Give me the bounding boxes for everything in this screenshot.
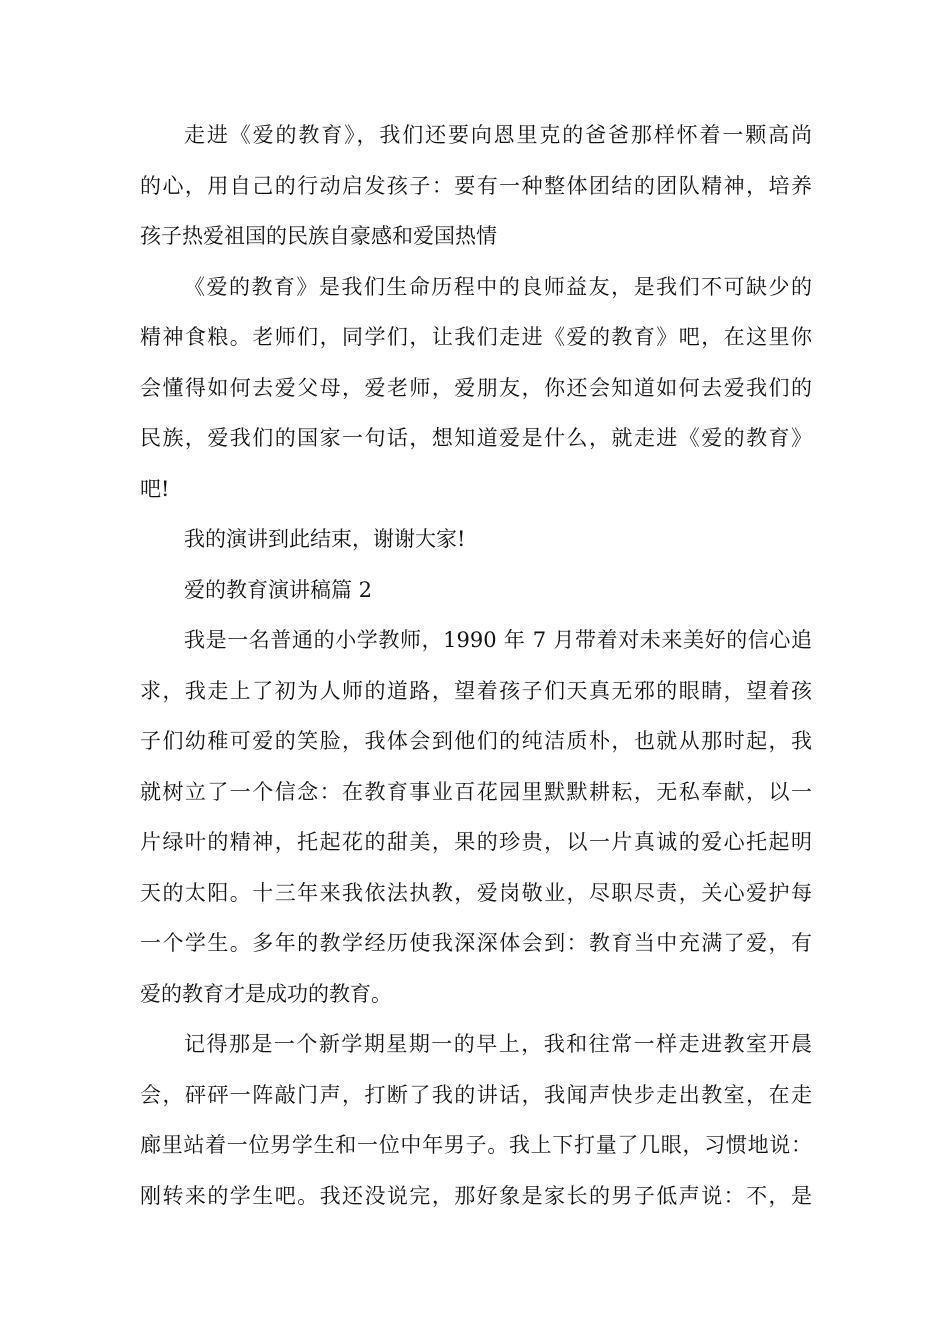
paragraph-1 <box>140 110 812 262</box>
paragraph-line: 孩子热爱祖国的民族自豪感和爱国热情 <box>140 224 497 248</box>
section-heading <box>140 565 812 616</box>
paragraph-line: 民族，爱我们的国家一句话，想知道爱是什么，就走进《爱的教育》 <box>140 426 812 450</box>
paragraph-line: 精神食粮。老师们，同学们，让我们走进《爱的教育》吧，在这里你 <box>140 325 812 349</box>
paragraph-line: 会懂得如何去爱父母，爱老师，爱朋友，你还会知道如何去爱我们的 <box>140 375 812 400</box>
paragraph-line: 记得那是一个新学期星期一的早上，我和往常一样走进教室开晨 <box>184 1032 812 1056</box>
paragraph-line: 爱的教育才是成功的教育。 <box>140 981 392 1006</box>
paragraph-line: 我的演讲到此结束，谢谢大家! <box>184 527 466 551</box>
document-body <box>140 110 812 1221</box>
paragraph-6 <box>140 1019 812 1221</box>
paragraph-line: 子们幼稚可爱的笑脸，我体会到他们的纯洁质朴，也就从那时起，我 <box>140 729 812 753</box>
paragraph-line: 《爱的教育》是我们生命历程中的良师益友，是我们不可缺少的 <box>184 274 812 299</box>
paragraph-line: 求，我走上了初为人师的道路，望着孩子们天真无邪的眼睛，望着孩 <box>140 678 812 703</box>
section-heading-text: 爱的教育演讲稿篇 2 <box>184 577 373 602</box>
paragraph-line: 我是一名普通的小学教师，1990 年 7 月带着对未来美好的信心追 <box>184 628 812 652</box>
paragraph-5 <box>140 615 812 1019</box>
paragraph-2 <box>140 262 812 515</box>
paragraph-line: 刚转来的学生吧。我还没说完，那好象是家长的男子低声说：不，是 <box>140 1183 812 1208</box>
paragraph-line: 会，砰砰一阵敲门声，打断了我的讲话，我闻声快步走出教室，在走 <box>140 1082 812 1107</box>
paragraph-line: 天的太阳。十三年来我依法执教，爱岗敬业，尽职尽责，关心爱护每 <box>140 880 812 905</box>
paragraph-line: 片绿叶的精神，托起花的甜美，果的珍贵，以一片真诚的爱心托起明 <box>140 830 812 854</box>
paragraph-line: 吧! <box>140 476 170 501</box>
paragraph-line: 就树立了一个信念：在教育事业百花园里默默耕耘，无私奉献，以一 <box>140 779 812 804</box>
paragraph-3 <box>140 514 812 565</box>
paragraph-line: 的心，用自己的行动启发孩子：要有一种整体团结的团队精神，培养 <box>140 173 812 198</box>
paragraph-line: 一个学生。多年的教学经历使我深深体会到：教育当中充满了爱，有 <box>140 931 812 955</box>
paragraph-line: 廊里站着一位男学生和一位中年男子。我上下打量了几眼，习惯地说： <box>140 1133 812 1157</box>
paragraph-line: 走进《爱的教育》，我们还要向恩里克的爸爸那样怀着一颗高尚 <box>184 123 812 147</box>
